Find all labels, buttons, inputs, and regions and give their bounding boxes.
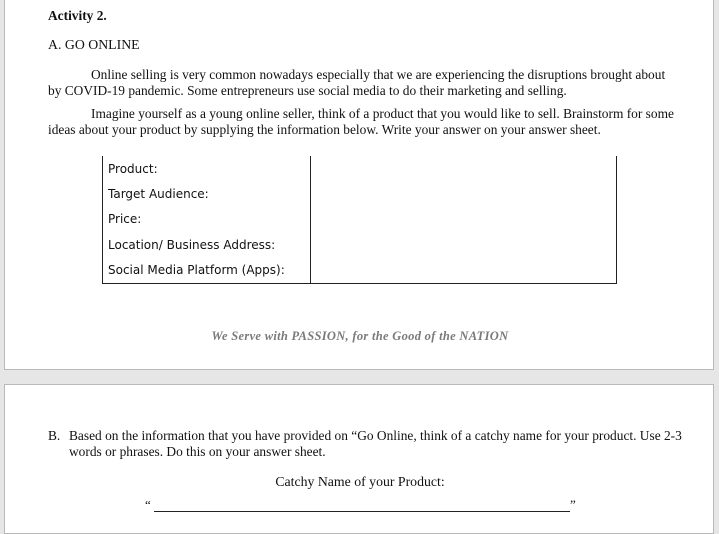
answer-line[interactable]: [154, 511, 570, 512]
section-a-heading: A. GO ONLINE: [48, 37, 140, 52]
table-row: [103, 156, 617, 181]
catchy-name-label: Catchy Name of your Product:: [275, 474, 445, 489]
intro-paragraph-text: Online selling is very common nowadays especially that we are experiencing the disruptions brought about by COVID-19 pandemic. Some entrepreneurs use social media to do their marketing and selling.: [48, 67, 666, 98]
table-label-location: Location/ Business Address:: [103, 232, 311, 257]
activity-heading: Activity 2.: [48, 8, 107, 23]
instruction-paragraph-text: Imagine yourself as a young online seller, think of a product that you would like to sell. Brainstorm for some ideas about your product by supplying the information below. Write your answer on your answer sheet.: [48, 106, 674, 137]
table-answer-cell[interactable]: [311, 207, 617, 232]
table-answer-cell[interactable]: [311, 232, 617, 257]
close-quote: ”: [570, 497, 576, 512]
intro-paragraph: [48, 67, 674, 99]
document-page-1: [4, 0, 714, 370]
table-answer-cell[interactable]: [311, 156, 617, 181]
footer-motto: We Serve with PASSION, for the Good of the NATION: [211, 329, 509, 343]
table-answer-cell[interactable]: [311, 258, 617, 284]
section-b-text: Based on the information that you have provided on “Go Online, think of a catchy name for your product. Use 2-3 words or phrases. Do this on your answer sheet.: [69, 428, 682, 459]
section-b-marker: B.: [48, 428, 61, 443]
table-label-social-media: Social Media Platform (Apps):: [103, 258, 311, 284]
product-info-table: [102, 156, 617, 284]
table-row: [103, 258, 617, 284]
table-row: [103, 207, 617, 232]
table-row: [103, 232, 617, 257]
section-b-instruction: [48, 428, 688, 460]
open-quote: “: [145, 497, 151, 512]
table-label-price: Price:: [103, 207, 311, 232]
instruction-paragraph: [48, 106, 674, 138]
table-answer-cell[interactable]: [311, 181, 617, 206]
table-label-product: Product:: [103, 156, 311, 181]
document-page-2: [4, 384, 714, 534]
table-label-target-audience: Target Audience:: [103, 181, 311, 206]
table-row: [103, 181, 617, 206]
